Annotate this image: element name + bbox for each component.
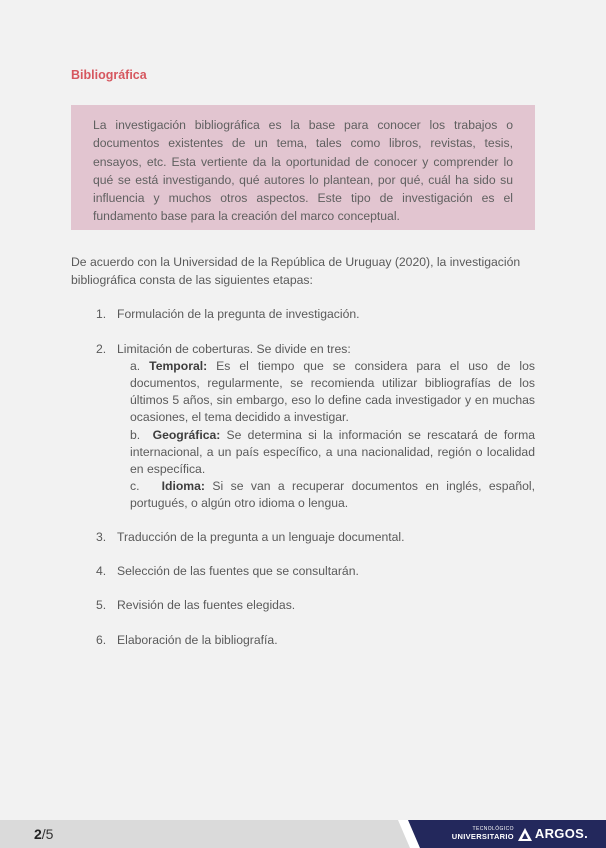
sub-item-letter: c.: [130, 479, 140, 493]
sub-item-text: Es el tiempo que se considera para el uso de los documentos, regularmente, se recomienda utilizar bibliografías de los últimos 5 años, sin embargo, eso lo define cada investigador y en muchas ocasiones, el tema decidido a investigar.: [130, 359, 535, 424]
list-number: 6.: [96, 633, 107, 647]
intro-paragraph: De acuerdo con la Universidad de la República de Uruguay (2020), la investigación bibliográfica consta de las siguientes etapas:: [71, 255, 521, 287]
sub-item-letter: b.: [130, 428, 141, 442]
list-item-text: Revisión de las fuentes elegidas.: [117, 598, 296, 612]
list-item-text: Formulación de la pregunta de investigación.: [117, 307, 360, 321]
sub-item-idioma: [130, 478, 535, 512]
sub-item-text: Si se van a recuperar documentos en inglés, español, portugués, o algún otro idioma o lengua.: [130, 479, 535, 510]
sub-item-term: Geográfica:: [152, 428, 221, 442]
list-number: 5.: [96, 598, 107, 612]
list-item-text: Limitación de coberturas. Se divide en tres:: [117, 342, 351, 356]
list-number: 4.: [96, 564, 107, 578]
sub-item-term: Idioma:: [161, 479, 205, 493]
brand-logo-small-text: [452, 826, 514, 841]
list-item-text: Selección de las fuentes que se consultarán.: [117, 564, 359, 578]
sub-item-geografica: [130, 427, 535, 478]
logo-line-2: UNIVERSITARIO: [451, 832, 514, 841]
list-item: [96, 529, 405, 546]
page-number: [34, 826, 53, 842]
section-title: Bibliográfica: [71, 68, 147, 82]
logo-brand-name: ARGOS.: [534, 826, 588, 841]
list-number: 3.: [96, 530, 107, 544]
page-total: /5: [41, 826, 54, 842]
page-current: 2: [34, 826, 42, 842]
definition-text: La investigación bibliográfica es la base para conocer los trabajos o documentos existentes de un tema, tales como libros, revistas, tesis, ensayos, etc. Esta vertiente da la oportunidad de conocer y comprender lo qué se está investigando, qué autores lo plantean, por qué, cuál ha sido su influencia y muchos otros aspectos. Este tipo de investigación es el fundamento base para la creación del marco conceptual.: [93, 118, 513, 224]
list-item: [96, 341, 351, 358]
list-item: [96, 632, 278, 649]
list-number: 1.: [96, 307, 107, 321]
sub-item-text: Se determina si la información se rescatará de forma internacional, a un país específico, a una nacionalidad, región o localidad en específica.: [130, 428, 535, 476]
list-item: [96, 597, 295, 614]
highlight-box: [71, 105, 535, 230]
logo-line-1: TECNOLÓGICO: [472, 826, 514, 832]
argos-triangle-icon: [518, 828, 532, 841]
sub-item-letter: a.: [130, 359, 141, 373]
list-item-text: Elaboración de la bibliografía.: [117, 633, 278, 647]
list-number: 2.: [96, 342, 107, 356]
sub-item-term: Temporal:: [149, 359, 208, 373]
list-item: [96, 563, 359, 580]
list-item: [96, 306, 360, 323]
sub-item-temporal: [130, 358, 535, 426]
list-item-text: Traducción de la pregunta a un lenguaje documental.: [117, 530, 405, 544]
brand-logo: [452, 826, 588, 841]
